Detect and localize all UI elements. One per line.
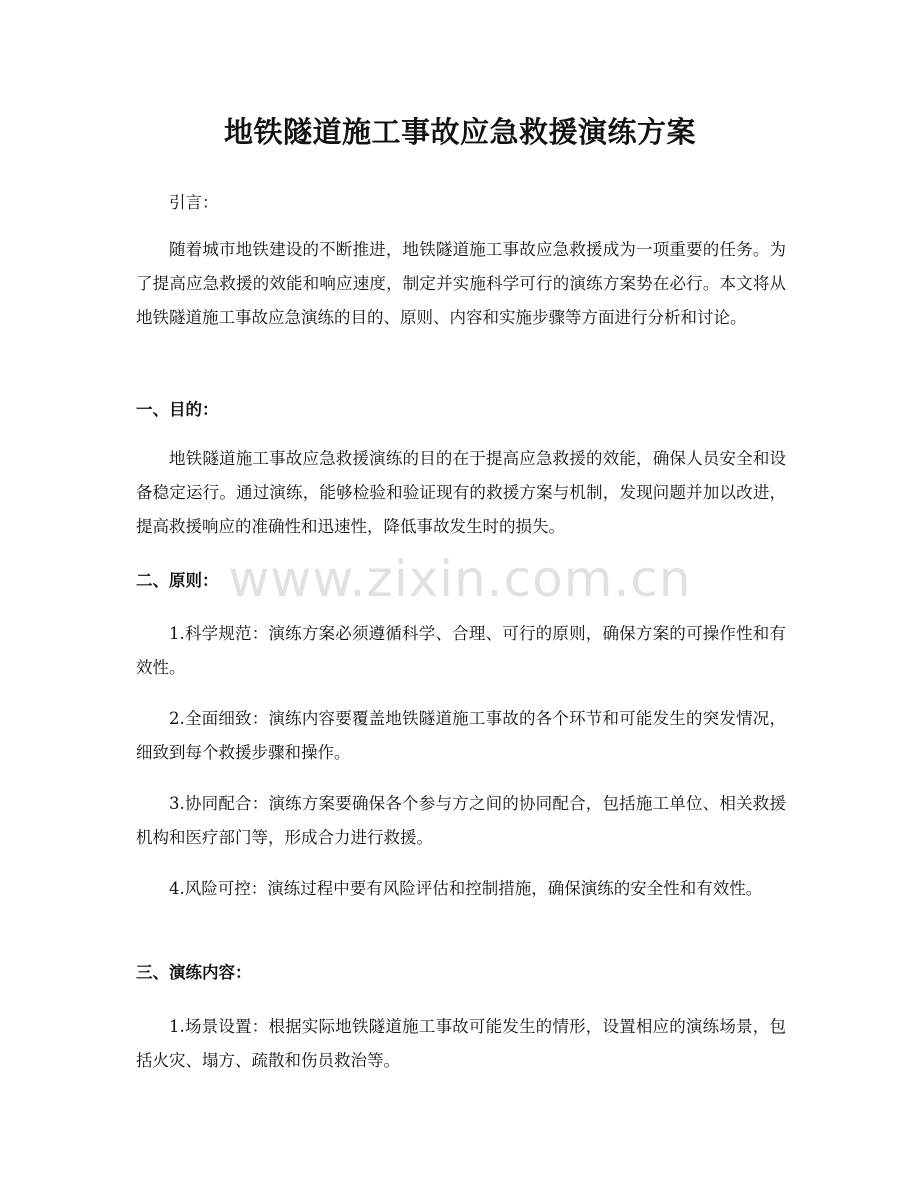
content-item: 1.场景设置：根据实际地铁隧道施工事故可能发生的情形，设置相应的演练场景，包括火灾、塌方、疏散和伤员救治等。 xyxy=(136,1017,786,1070)
section-heading-principles: 二、原则： xyxy=(136,571,219,590)
section-heading-content: 三、演练内容： xyxy=(136,963,252,982)
purpose-paragraph: 地铁隧道施工事故应急救援演练的目的在于提高应急救援的效能，确保人员安全和设备稳定运行。通过演练，能够检验和验证现有的救援方案与机制，发现问题并加以改进，提高救援响应的准确性和迅速性，降低事故发生时的损失。 xyxy=(136,449,786,536)
intro-label: 引言： xyxy=(169,193,219,212)
principle-item: 4.风险可控：演练过程中要有风险评估和控制措施，确保演练的安全性和有效性。 xyxy=(169,879,763,898)
principle-item: 1.科学规范：演练方案必须遵循科学、合理、可行的原则，确保方案的可操作性和有效性。 xyxy=(136,624,786,677)
document-title: 地铁隧道施工事故应急救援演练方案 xyxy=(223,115,696,149)
principle-item: 3.协同配合：演练方案要确保各个参与方之间的协同配合，包括施工单位、相关救援机构和医疗部门等，形成合力进行救援。 xyxy=(136,794,786,847)
section-heading-purpose: 一、目的： xyxy=(136,400,219,419)
intro-paragraph: 随着城市地铁建设的不断推进，地铁隧道施工事故应急救援成为一项重要的任务。为了提高应急救援的效能和响应速度，制定并实施科学可行的演练方案势在必行。本文将从地铁隧道施工事故应急演练的目的、原则、内容和实施步骤等方面进行分析和讨论。 xyxy=(136,240,786,327)
principle-item: 2.全面细致：演练内容要覆盖地铁隧道施工事故的各个环节和可能发生的突发情况，细致到每个救援步骤和操作。 xyxy=(136,709,786,762)
watermark-text: www.zixin.com.cn xyxy=(228,550,692,608)
